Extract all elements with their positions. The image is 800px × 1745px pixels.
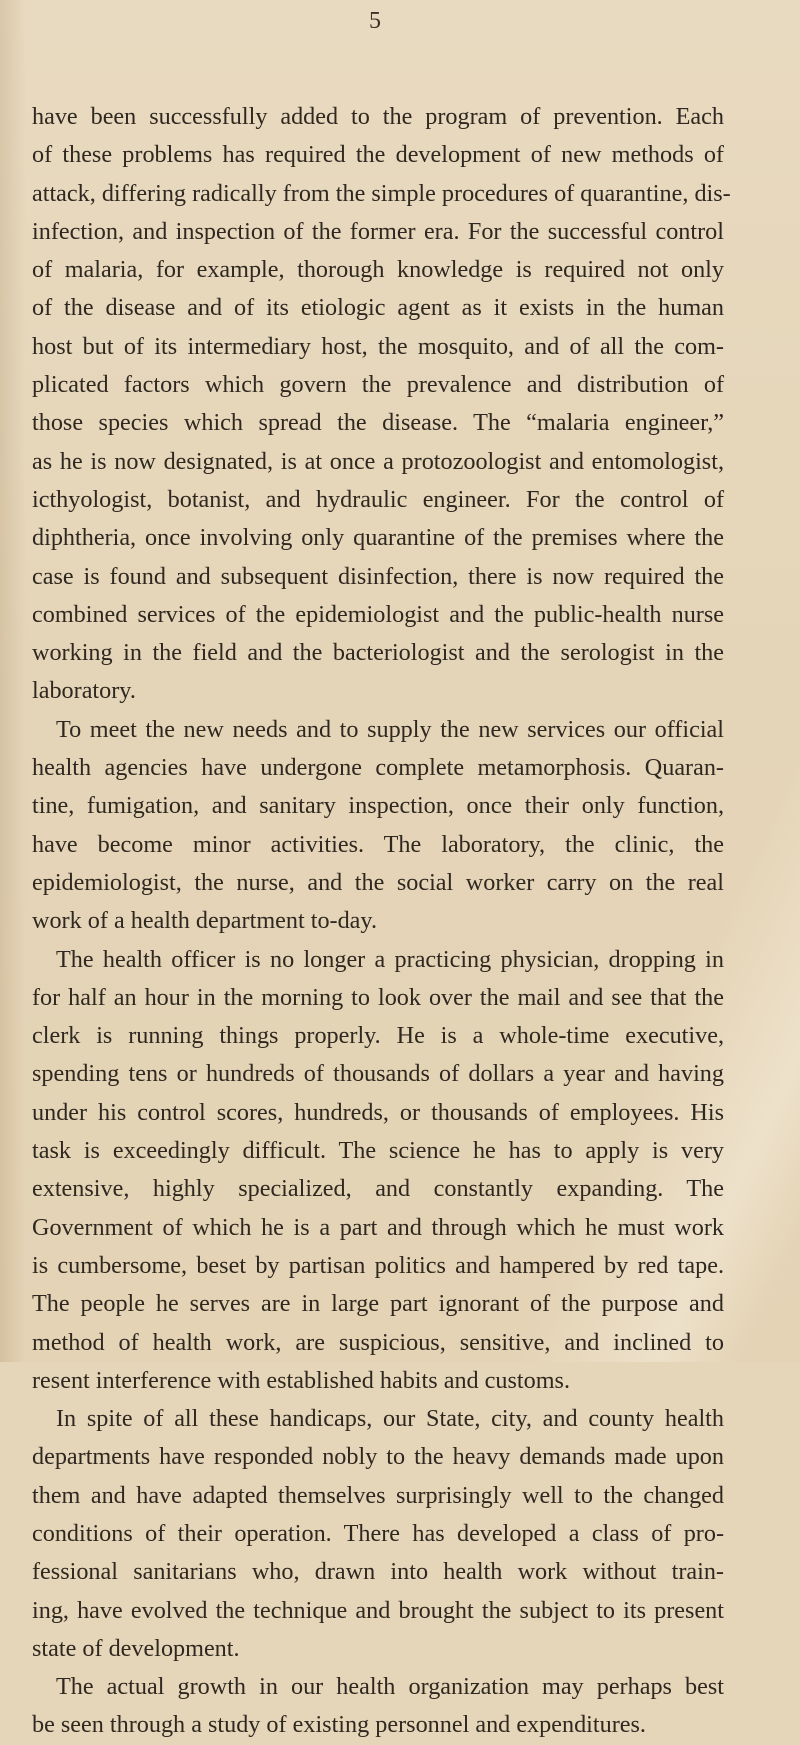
text-line: epidemiologist, the nurse, and the social worker carry on the real: [32, 868, 724, 896]
paragraph-1: [32, 98, 731, 711]
text-line: be seen through a study of existing personnel and expenditures.: [32, 1711, 646, 1739]
text-line: method of health work, are suspicious, sensitive, and inclined to: [32, 1328, 724, 1356]
text-line: icthyologist, botanist, and hydraulic engineer. For the control of: [32, 485, 724, 513]
paragraph-3: [32, 941, 724, 1401]
text-line: To meet the new needs and to supply the new services our official: [56, 715, 724, 743]
text-line: Government of which he is a part and through which he must work: [32, 1213, 724, 1241]
text-line: of the disease and of its etiologic agent as it exists in the human: [32, 294, 724, 322]
text-line: attack, differing radically from the simple procedures of quarantine, dis-: [32, 179, 731, 207]
text-line: resent interference with established habits and customs.: [32, 1366, 571, 1394]
text-line: The health officer is no longer a practicing physician, dropping in: [56, 945, 724, 973]
text-line: spending tens or hundreds of thousands of dollars a year and having: [32, 1060, 724, 1088]
paragraph-5: [32, 1668, 724, 1745]
text-line: as he is now designated, is at once a protozoologist and entomologist,: [32, 447, 724, 475]
text-line: health agencies have undergone complete metamorphosis. Quaran-: [32, 754, 724, 782]
text-line: extensive, highly specialized, and constantly expanding. The: [32, 1175, 724, 1203]
text-line: diphtheria, once involving only quarantine of the premises where the: [32, 524, 724, 552]
text-line: departments have responded nobly to the heavy demands made upon: [32, 1443, 724, 1471]
text-line: have been successfully added to the program of prevention. Each: [32, 103, 724, 130]
text-line: under his control scores, hundreds, or thousands of employees. His: [32, 1098, 724, 1126]
text-line: plicated factors which govern the prevalence and distribution of: [32, 371, 724, 399]
paragraph-2: [32, 711, 724, 941]
page-number: 5: [369, 8, 381, 34]
text-line: conditions of their operation. There has developed a class of pro-: [32, 1519, 724, 1547]
text-line: In spite of all these handicaps, our State, city, and county health: [56, 1405, 724, 1433]
paragraph-4: [32, 1400, 724, 1668]
text-line: case is found and subsequent disinfection, there is now required the: [32, 562, 724, 590]
text-line: The people he serves are in large part ignorant of the purpose and: [32, 1290, 724, 1318]
text-line: have become minor activities. The laboratory, the clinic, the: [32, 830, 724, 858]
text-line: The actual growth in our health organization may perhaps best: [56, 1673, 724, 1701]
text-line: work of a health department to-day.: [32, 907, 377, 935]
text-line: of these problems has required the development of new methods of: [32, 141, 724, 169]
text-line: task is exceedingly difficult. The science he has to apply is very: [32, 1137, 724, 1165]
text-line: working in the field and the bacteriologist and the serologist in the: [32, 639, 724, 667]
text-line: of malaria, for example, thorough knowledge is required not only: [32, 256, 724, 284]
text-line: fessional sanitarians who, drawn into health work without train-: [32, 1558, 724, 1586]
text-line: combined services of the epidemiologist and the public-health nurse: [32, 600, 724, 628]
text-line: tine, fumigation, and sanitary inspection, once their only function,: [32, 792, 724, 820]
text-line: host but of its intermediary host, the mosquito, and of all the com-: [32, 332, 724, 360]
text-line: for half an hour in the morning to look over the mail and see that the: [32, 983, 724, 1011]
text-line: clerk is running things properly. He is a whole-time executive,: [32, 1022, 724, 1050]
body-text: [32, 98, 731, 1745]
text-line: infection, and inspection of the former era. For the successful control: [32, 217, 724, 245]
text-line: is cumbersome, beset by partisan politics and hampered by red tape.: [32, 1251, 724, 1279]
text-line: those species which spread the disease. The “malaria engineer,”: [32, 409, 724, 437]
text-line: state of development.: [32, 1634, 240, 1662]
text-line: ing, have evolved the technique and brought the subject to its present: [32, 1596, 724, 1624]
text-line: them and have adapted themselves surprisingly well to the changed: [32, 1481, 724, 1509]
text-line: laboratory.: [32, 677, 136, 705]
